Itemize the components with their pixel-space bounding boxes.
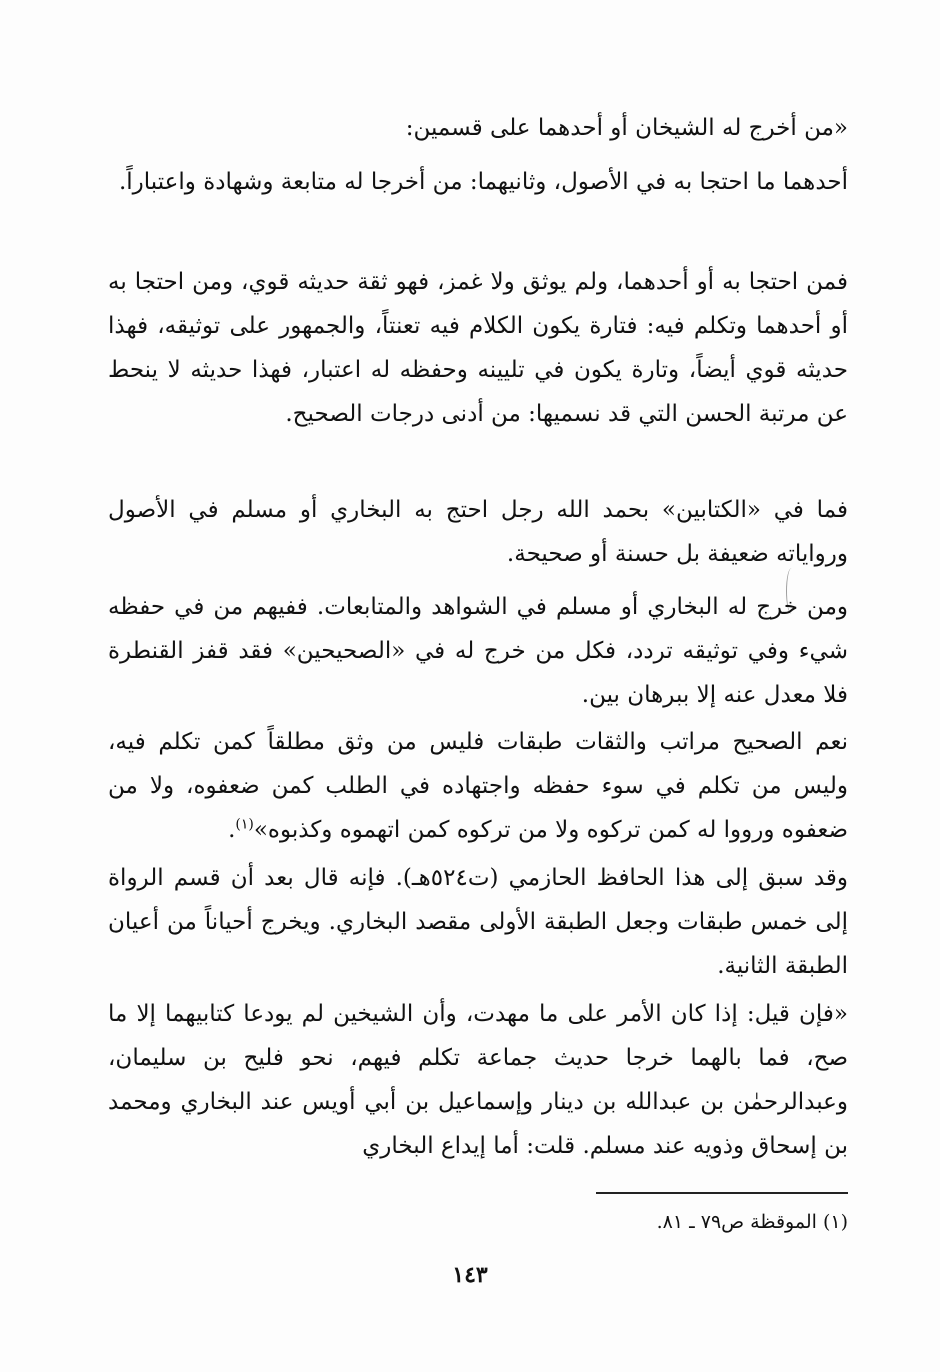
footnote-reference: (١) (235, 816, 254, 833)
paragraph-4: فما في «الكتابين» بحمد الله رجل احتج به البخاري أو مسلم في الأصول ورواياته ضعيفة بل حسنة أو صحيحة. (108, 497, 848, 567)
paragraph-6-text: نعم الصحيح مراتب والثقات طبقات فليس من وثق مطلقاً كمن تكلم فيه، وليس من تكلم في سوء حفظه واجتهاده في الطلب كمن ضعفوه، ولا من ضعفوه ورووا له كمن تركوه ولا من تركوه كمن اتهموه وكذبوه» (108, 729, 848, 843)
paragraph-6-end: . (228, 817, 236, 843)
footnote-divider (596, 1192, 848, 1194)
paragraph-7: وقد سبق إلى هذا الحافظ الحازمي (ت٥٢٤هـ). فإنه قال بعد أن قسم الرواة إلى خمس طبقات وجعل الطبقة الأولى مقصد البخاري. ويخرج أحياناً من أعيان الطبقة الثانية. (108, 865, 848, 979)
page-number: ١٤٣ (452, 1262, 488, 1288)
paragraph-6 (108, 720, 848, 852)
paragraph-1: «من أخرج له الشيخان أو أحدهما على قسمين: (405, 115, 848, 141)
footnote: (١) الموقظة ص٧٩ ـ ٨١. (656, 1211, 848, 1233)
paragraph-5: ومن خرج له البخاري أو مسلم في الشواهد والمتابعات. ففيهم من في حفظه شيء وفي توثيقه تردد، فكل من خرج له في «الصحيحين» فقد قفز القنطرة فلا معدل عنه إلا ببرهان بين. (108, 594, 848, 708)
paragraph-3: فمن احتجا به أو أحدهما، ولم يوثق ولا غمز، فهو ثقة حديثه قوي، ومن احتجا به أو أحدهما وتكلم فيه: فتارة يكون الكلام فيه تعنتاً، والجمهور على توثيقه، فهذا حديثه قوي أيضاً، وتارة يكون في تليينه وحفظه له اعتبار، فهذا حديثه لا ينحط عن مرتبة الحسن التي قد نسميها: من أدنى درجات الصحيح. (108, 269, 849, 427)
paragraph-8: «فإن قيل: إذا كان الأمر على ما مهدت، وأن الشيخين لم يودعا كتابيهما إلا ما صح، فما بالهما خرجا حديث جماعة تكلم فيهم، نحو فليح بن سليمان، وعبدالرحمٰن بن عبدالله بن دينار وإسماعيل بن أبي أويس عند البخاري ومحمد بن إسحاق وذويه عند مسلم. قلت: أما إيداع البخاري (108, 1001, 848, 1159)
paragraph-2: أحدهما ما احتجا به في الأصول، وثانيهما: من أخرجا له متابعة وشهادة واعتباراً. (118, 169, 848, 195)
